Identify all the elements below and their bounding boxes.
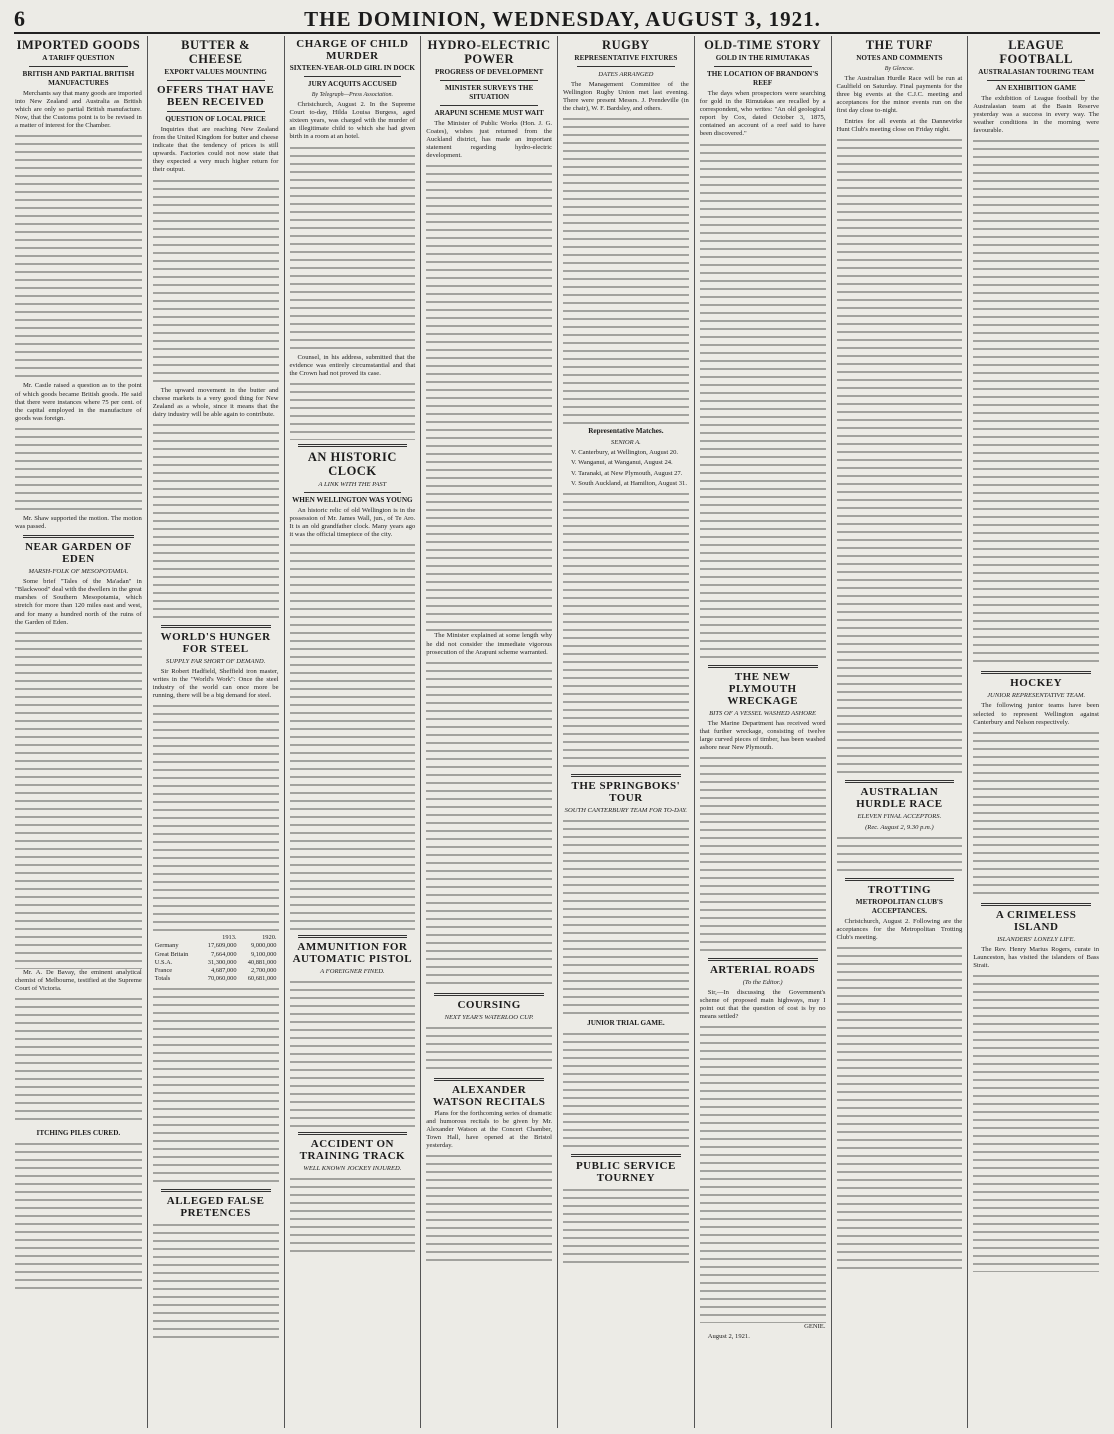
headline: AN HISTORIC CLOCK [307,449,397,478]
paragraph: Sir Robert Hadfield, Sheffield iron master, writes in the "World's Work": Once the steel industry of the world can once more be running, there will be a big demand for steel. [152,667,279,700]
headline: AMMUNITION FOR AUTOMATIC PISTOL [292,941,413,966]
divider [29,66,128,67]
headline: OLD-TIME STORY [704,38,822,52]
signature: GENIE. [804,1323,826,1331]
text-block [290,144,416,354]
divider [434,1078,544,1081]
story-butter-cheese [153,38,279,621]
divider [434,993,544,996]
fixture: V. Taranaki, at New Plymouth, August 27. [571,469,683,477]
text-block [700,754,826,954]
text-block [15,995,142,1125]
headline: WORLD'S HUNGER FOR STEEL [160,630,271,655]
divider [571,1154,681,1157]
headline: NEAR GARDEN OF EDEN [25,541,132,566]
text-block [153,177,279,387]
table-cell: Totals [154,974,171,982]
paragraph: Mr. A. De Bavay, the eminent analytical chemist of Melbourne, testified at the Supreme Court of Victoria. [15,968,142,992]
fixture: V. South Auckland, at Hamilton, August 31. [571,479,688,487]
story-league-football [973,38,1099,667]
subheading: REPRESENTATIVE FIXTURES [574,54,678,62]
story-wreckage [700,671,826,954]
subheading: JUNIOR TRIAL GAME. [587,1018,665,1027]
text-block [153,702,279,932]
table-cell: Germany [154,942,179,950]
subheading: PROGRESS OF DEVELOPMENT [434,68,544,76]
paragraph: Inquiries that are reaching New Zealand from the United Kingdom for butter and cheese indicate that the tendency of prices is still upwards. Factories could not now state that they expected a very much higher return for their output. [152,126,279,174]
divider [298,935,408,938]
text-block [837,136,963,776]
letter-date: August 2, 1921. [707,1333,750,1341]
subheading: WELL KNOWN JOCKEY INJURED. [303,1165,402,1173]
text-block [563,115,689,425]
table-row [153,959,279,967]
paragraph: Counsel, in his address, submitted that the evidence was entirely circumstantial and that the Crown had not proved its case. [289,353,416,377]
text-block [563,1186,689,1266]
page-number: 6 [14,6,25,31]
column-5 [557,36,694,1428]
paragraph: The upward movement in the butter and cheese markets is a very good thing for New Zealand as a whole, since it means that the dairy industry will be able again to contribute. [152,386,279,418]
steel-output-table [153,934,279,983]
table-cell: France [154,966,173,974]
subheading: SOUTH CANTERBURY TEAM FOR TO-DAY. [564,806,688,814]
subheading: AUSTRALASIAN TOURING TEAM [978,68,1095,76]
subheading: SIXTEEN-YEAR-OLD GIRL IN DOCK [289,64,415,72]
subheading: MINISTER SURVEYS THE SITUATION [444,84,534,101]
headline: HOCKEY [1010,677,1063,690]
story-hurdle-race [837,786,963,874]
divider [440,80,538,81]
headline: BUTTER & CHEESE [181,38,251,66]
column-4 [420,36,557,1428]
subheading: AN EXHIBITION GAME [995,84,1077,92]
subheading: JUNIOR REPRESENTATIVE TEAM. [987,692,1086,700]
text-block [563,490,689,770]
divider [298,1132,408,1135]
paragraph: The exhibition of League football by the Australasian team at the Basin Reserve yesterday was a success in every way. The weather conditions in the morning were favourable. [973,95,1099,135]
text-block [563,1030,689,1150]
table-cell: U.S.A. [154,958,173,966]
headline: ARTERIAL ROADS [709,963,816,976]
text-block [15,425,142,515]
text-block [426,659,552,989]
subheading: NEXT YEAR'S WATERLOO CUP. [444,1013,534,1021]
story-old-time [700,38,826,661]
subheading: (To the Editor.) [742,978,783,986]
column-1 [10,36,147,1428]
divider [161,625,271,628]
text-block [426,162,552,632]
table-cell [153,934,199,942]
divider [845,780,955,783]
table-total-row [153,975,279,983]
column-6 [694,36,831,1428]
table-cell: 9,100,000 [250,950,277,958]
divider [304,492,402,493]
table-row [153,942,279,950]
headline: A CRIMELESS ISLAND [995,908,1077,933]
headline: TROTTING [867,883,932,896]
subheading: ARAPUNI SCHEME MUST WAIT [434,109,544,117]
paragraph: The Minister of Public Works (Hon. J. G. Coates), wishes just returned from the Auckland district, has made an important statement regarding hydro-electric development. [426,120,552,160]
text-block [290,978,416,1128]
table-cell: 1920. [262,934,277,942]
story-child-murder [290,38,416,440]
headline: RUGBY [602,38,650,52]
text-block [700,141,826,661]
story-springboks [563,780,689,1150]
subheading: BRITISH AND PARTIAL BRITISH MANUFACTURES [22,70,135,87]
text-block [426,1024,552,1074]
subheading: Representative Matches. [588,427,664,436]
paragraph: Entries for all events at the Dannevirke Hunt Club's meeting close on Friday night. [836,117,963,133]
text-block [15,629,142,969]
subheading: METROPOLITAN CLUB'S ACCEPTANCES. [855,897,943,915]
divider [577,66,675,67]
divider [23,535,134,538]
text-block [290,541,416,931]
headline: THE SPRINGBOKS' TOUR [571,779,681,804]
text-block [153,985,279,1185]
headline: PUBLIC SERVICE TOURNEY [575,1159,676,1184]
table-cell: 7,664,000 [210,950,237,958]
subheading: WHEN WELLINGTON WAS YOUNG [292,495,413,504]
paragraph: The Management Committee of the Wellington Rugby Union met last evening. There were present Messrs. J. Prendeville (in the chair), W. F. Bardsley, and others. [563,81,689,113]
masthead [14,6,1100,34]
text-block [153,421,279,621]
newspaper-title: THE DOMINION, WEDNESDAY, AUGUST 3, 1921. [304,6,821,31]
story-arterial-roads [700,964,826,1342]
subheading: THE LOCATION OF BRANDON'S REEF [707,70,819,87]
columns [10,36,1104,1428]
story-hydro-electric [426,38,552,989]
column-2 [147,36,284,1428]
paragraph: The Minister explained at some length why he did not consider the immediate vigorous prosecution of the Arapuni scheme warranted. [426,632,552,656]
text-block [973,972,1099,1272]
subheading: A FOREIGNER FINED. [320,968,385,976]
paragraph: Plans for the forthcoming series of dramatic and humorous recitals to be given by Mr. Alexander Watson at the Concert Chamber, Town Hall, have opened at the Bristol yesterday. [426,1109,552,1150]
text-block [700,1023,826,1323]
table-cell: Great Britain [154,950,189,958]
paragraph: Mr. Castle raised a question as to the point of which goods became British goods. He said that there were instances where 75 per cent. of the capital employed in the manufacture of goods was foreign. [15,382,142,422]
story-rugby [563,38,689,770]
table-cell: 1913. [222,934,237,942]
headline: HYDRO-ELECTRIC POWER [427,38,551,66]
story-turf [837,38,963,776]
headline: THE TURF [865,38,934,52]
subheading: ELEVEN FINAL ACCEPTORS. [857,812,942,820]
headline: CHARGE OF CHILD MURDER [296,38,409,62]
headline: ACCIDENT ON TRAINING TRACK [299,1138,406,1163]
divider [161,1189,271,1192]
divider [981,671,1091,674]
paragraph: The Australian Hurdle Race will be run at Caulfield on Saturday. Final payments for the three big events at the C.J.C. meeting and acceptances for the minor events run on the first day close to-night. [836,75,963,115]
fixture: V. Canterbury, at Wellington, August 20. [571,449,679,457]
divider [167,80,265,81]
paragraph: Mr. Shaw supported the motion. The motion was passed. [15,514,142,531]
fixture: V. Wanganui, at Wanganui, August 24. [571,459,673,467]
column-3 [284,36,421,1428]
text-block [15,132,142,382]
divider [440,105,538,106]
paragraph: Christchurch, August 2. In the Supreme Court to-day, Hilda Louisa Burgess, aged sixteen years, was charged with the murder of an illegitimate child to which she had given birth in a room at an hotel. [289,101,416,141]
table-cell: 40,881,000 [247,958,277,966]
text-block [426,1152,552,1262]
story-coursing [426,999,552,1074]
paragraph: The following junior teams have been selected to represent Wellington against Canterbury and Nelson respectively. [973,702,1099,726]
text-block [290,1175,416,1255]
paragraph: Sir,—In discussing the Government's scheme of proposed main highways, may I point out that the question of cost is by no means settled? [699,988,826,1021]
divider [708,958,818,961]
table-cell: 70,060,000 [207,974,237,982]
subheading: ITCHING PILES CURED. [36,1128,121,1137]
divider [298,444,408,447]
text-block [153,1221,279,1341]
headline: COURSING [457,998,521,1011]
headline: AUSTRALIAN HURDLE RACE [856,785,943,810]
headline: ALEXANDER WATSON RECITALS [432,1083,546,1108]
table-cell: 17,609,000 [207,942,237,950]
table-cell: 60,681,000 [247,974,277,982]
table-cell: 2,700,000 [250,966,277,974]
headline: IMPORTED GOODS [16,38,141,52]
subheading: SUPPLY FAR SHORT OF DEMAND. [165,657,266,665]
paragraph: An historic relic of old Wellington is in the possession of Mr. James Wall, jun., of Te Aro. It is an old grandfather clock. Many years ago it was the official timepiece of the city. [289,506,416,539]
table-cell: 9,000,000 [250,942,277,950]
story-imported-goods [15,38,142,531]
story-trotting [837,884,963,1274]
table-header [153,934,279,942]
subheading: A LINK WITH THE PAST [318,480,387,488]
text-block [973,729,1099,899]
divider [304,76,402,77]
story-steel [153,631,279,1185]
text-block [837,834,963,874]
subheading: BITS OF A VESSEL WASHED ASHORE [709,709,817,717]
divider [708,665,818,668]
story-itching-piles [15,1129,142,1290]
headline: ALLEGED FALSE PRETENCES [166,1194,265,1219]
story-watson-recitals [426,1084,552,1262]
paragraph: The Marine Department has received word that further wreckage, consisting of twelve large curved pieces of timber, has been washed ashore near New Plymouth. [699,719,826,751]
text-block [563,817,689,1017]
subheading: ISLANDERS' LONELY LIFE. [997,935,1076,943]
divider [987,80,1085,81]
table-row [153,951,279,959]
table-row [153,967,279,975]
paragraph: Merchants say that many goods are imported into New Zealand and Australia as British which are only so partial British manufacture. Now, that the Customs point is to be revised in a matter of interest for the Chamber. [15,90,142,130]
byline: By Glencoe. [884,66,915,72]
story-false-pretences [153,1195,279,1341]
text-block [15,1140,142,1290]
story-ammunition [290,941,416,1128]
headline: OFFERS THAT HAVE BEEN RECEIVED [157,84,275,108]
table-cell: 31,300,000 [207,958,237,966]
subheading: (Rec. August 2, 9.30 p.m.) [865,823,934,831]
subheading: JURY ACQUITS ACCUSED [307,80,397,88]
paragraph: Some brief "Tales of the Ma'adan" in "Blackwood" deal with the dwellers in the great marshes of Southern Mesopotamia, which stretch for more than 120 miles east and west, and for many a hundred north of the ruins of the Garden of Eden. [15,578,142,626]
fixture-heading: SENIOR A. [610,439,641,447]
story-public-service [563,1160,689,1266]
subheading: A TARIFF QUESTION [42,54,115,62]
subheading: QUESTION OF LOCAL PRICE [165,115,266,123]
table-cell: 4,687,000 [210,966,237,974]
paragraph: The days when prospectors were searching for gold in the Rimutakas are recalled by a correspondent, who writes: "An old geological report by Cox, dated October 3, 1875, contained an account of a reef said to have been discovered." [699,90,826,138]
divider [981,903,1091,906]
subheading: EXPORT VALUES MOUNTING [164,68,267,76]
text-block [290,380,416,440]
divider [845,878,955,881]
paragraph: Christchurch, August 2. Following are the acceptances for the Metropolitan Trotting Club's meeting. [836,917,963,941]
column-8 [967,36,1104,1428]
text-block [973,137,1099,667]
story-hockey [973,677,1099,898]
paragraph: The Rev. Henry Marius Rogers, curate in Launceston, has visited the islanders of Bass Strait. [973,945,1099,969]
text-block [837,944,963,1274]
column-7 [831,36,968,1428]
subheading: DATES ARRANGED [598,71,654,78]
story-historic-clock [290,450,416,931]
story-crimeless-island [973,909,1099,1272]
headline: LEAGUE FOOTBALL [999,38,1073,66]
byline: By Telegraph—Press Association. [311,92,394,98]
divider [714,66,812,67]
subheading: NOTES AND COMMENTS [856,54,943,62]
story-garden-of-eden [15,541,142,1125]
subheading: MARSH-FOLK OF MESOPOTAMIA. [28,568,129,576]
divider [571,774,681,777]
headline: THE NEW PLYMOUTH WRECKAGE [727,670,798,707]
subheading: GOLD IN THE RIMUTAKAS [715,54,810,62]
divider [167,111,265,112]
story-training-track [290,1138,416,1255]
